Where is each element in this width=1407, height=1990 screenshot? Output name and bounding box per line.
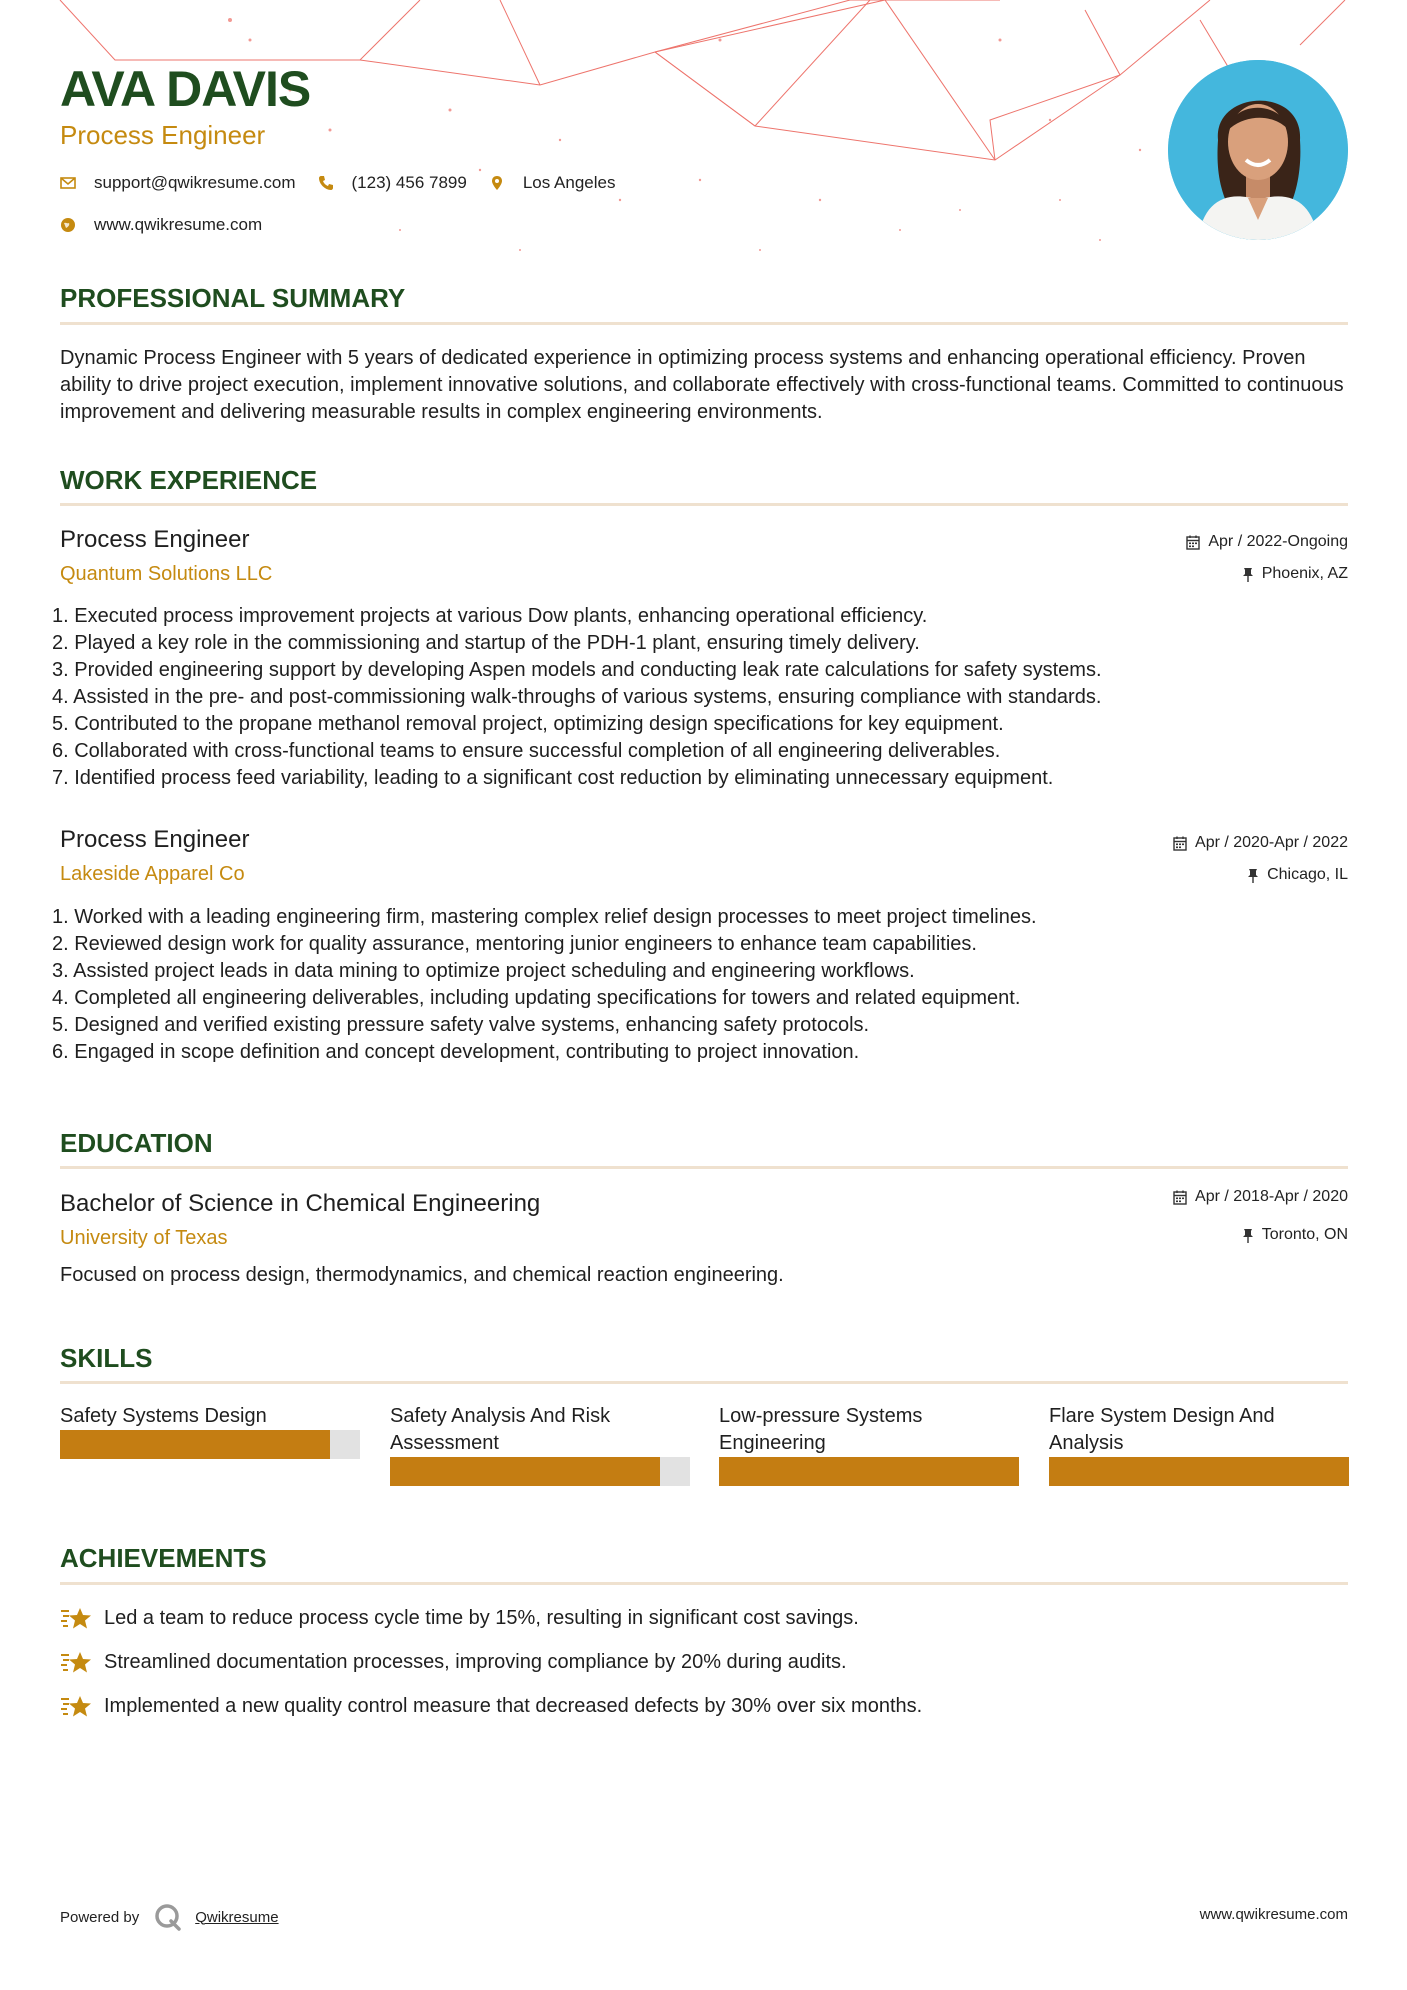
email-text: support@qwikresume.com xyxy=(94,173,296,192)
job-title: Process Engineer xyxy=(60,526,250,553)
achievement-text: Implemented a new quality control measure that decreased defects by 30% over six months. xyxy=(104,1694,923,1717)
qwikresume-link[interactable]: Qwikresume xyxy=(195,1908,279,1926)
footer-website[interactable]: www.qwikresume.com xyxy=(1199,1906,1348,1923)
location-text: Los Angeles xyxy=(522,173,616,192)
achievement-item xyxy=(60,1649,847,1675)
list-item: 5. Contributed to the propane methanol removal project, optimizing design specifications for key equipment. xyxy=(52,713,1004,735)
achievements-heading: ACHIEVEMENTS xyxy=(60,1543,267,1573)
website-text: www.qwikresume.com xyxy=(94,215,263,234)
qwikresume-logo-icon xyxy=(153,1902,183,1932)
avatar xyxy=(1168,60,1348,240)
contact-email[interactable] xyxy=(60,173,296,193)
calendar-icon xyxy=(1173,1190,1187,1205)
contact-row xyxy=(60,173,637,193)
summary-text: Dynamic Process Engineer with 5 years of dedicated experience in optimizing process systems and enhancing operational efficiency. Proven ability to drive project execution, implement innovative solutions, and collaborate effectively with cross-functional teams. Committed to continuous improvement and delivering measurable results in complex engineering environments. xyxy=(60,347,1344,423)
summary-heading: PROFESSIONAL SUMMARY xyxy=(60,283,406,313)
star-award-icon xyxy=(60,1693,92,1719)
pin-icon xyxy=(1242,567,1254,582)
skill-item xyxy=(1049,1403,1349,1486)
job-dates-text: Apr / 2022-Ongoing xyxy=(1208,533,1348,550)
globe-icon xyxy=(60,217,76,233)
map-pin-icon xyxy=(489,175,505,191)
achievement-text: Led a team to reduce process cycle time by 15%, resulting in significant cost savings. xyxy=(104,1606,859,1629)
pin-icon xyxy=(1247,868,1259,883)
pin-icon xyxy=(1242,1228,1254,1243)
contact-location xyxy=(489,173,616,193)
list-item: 4. Completed all engineering deliverables, including updating specifications for towers and related equipment. xyxy=(52,987,1021,1009)
skill-item xyxy=(390,1403,690,1486)
skills-divider xyxy=(60,1381,1348,1384)
education-degree: Bachelor of Science in Chemical Engineering xyxy=(60,1190,541,1217)
job-location xyxy=(1247,866,1348,884)
education-description: Focused on process design, thermodynamics, and chemical reaction engineering. xyxy=(60,1264,784,1286)
skill-name: Low-pressure Systems Engineering xyxy=(719,1405,923,1454)
envelope-icon xyxy=(60,175,76,191)
job-company: Quantum Solutions LLC xyxy=(60,563,273,585)
education-location-text: Toronto, ON xyxy=(1261,1226,1348,1243)
skill-name: Flare System Design And Analysis xyxy=(1049,1405,1275,1454)
contact-website[interactable] xyxy=(60,215,262,235)
job-location-text: Phoenix, AZ xyxy=(1261,565,1348,582)
powered-by-label: Powered by xyxy=(60,1908,140,1926)
job-bullets xyxy=(52,603,1352,792)
star-award-icon xyxy=(60,1649,92,1675)
job-dates xyxy=(1186,533,1348,551)
skill-item xyxy=(60,1403,360,1459)
job-title: Process Engineer xyxy=(60,826,250,853)
experience-divider xyxy=(60,503,1348,506)
skill-bar xyxy=(390,1457,690,1486)
education-dates xyxy=(1173,1188,1348,1206)
list-item: 6. Engaged in scope definition and concept development, contributing to project innovation. xyxy=(52,1041,860,1063)
education-location xyxy=(1242,1226,1348,1244)
skill-item xyxy=(719,1403,1019,1486)
skill-bar-fill xyxy=(60,1430,330,1459)
list-item: 4. Assisted in the pre- and post-commissioning walk-throughs of various systems, ensuring compliance with standards. xyxy=(52,686,1102,708)
list-item: 7. Identified process feed variability, leading to a significant cost reduction by eliminating unnecessary equipment. xyxy=(52,767,1054,789)
skill-name: Safety Analysis And Risk Assessment xyxy=(390,1405,611,1454)
skill-bar-fill xyxy=(1049,1457,1349,1486)
list-item: 3. Provided engineering support by developing Aspen models and conducting leak rate calculations for safety systems. xyxy=(52,659,1102,681)
job-bullets xyxy=(52,904,1352,1066)
phone-icon xyxy=(318,175,334,191)
profile-photo xyxy=(1168,60,1348,240)
calendar-icon xyxy=(1186,535,1200,550)
footer-powered-by xyxy=(60,1902,279,1932)
job-dates xyxy=(1173,834,1348,852)
job-location-text: Chicago, IL xyxy=(1267,866,1348,883)
candidate-name: AVA DAVIS xyxy=(60,61,311,117)
list-item: 1. Worked with a leading engineering firm, mastering complex relief design processes to meet project timelines. xyxy=(52,906,1037,928)
list-item: 2. Reviewed design work for quality assurance, mentoring junior engineers to enhance team capabilities. xyxy=(52,933,977,955)
skill-bar-fill xyxy=(719,1457,1019,1486)
list-item: 2. Played a key role in the commissioning and startup of the PDH-1 plant, ensuring timely delivery. xyxy=(52,632,920,654)
education-dates-text: Apr / 2018-Apr / 2020 xyxy=(1195,1188,1348,1205)
experience-heading: WORK EXPERIENCE xyxy=(60,465,318,495)
list-item: 6. Collaborated with cross-functional teams to ensure successful completion of all engineering deliverables. xyxy=(52,740,1001,762)
list-item: 3. Assisted project leads in data mining to optimize project scheduling and engineering workflows. xyxy=(52,960,915,982)
calendar-icon xyxy=(1173,836,1187,851)
summary-divider xyxy=(60,322,1348,325)
skills-heading: SKILLS xyxy=(60,1343,153,1373)
skill-bar xyxy=(719,1457,1019,1486)
education-divider xyxy=(60,1166,1348,1169)
phone-text: (123) 456 7899 xyxy=(351,173,467,192)
skill-name: Safety Systems Design xyxy=(60,1405,267,1427)
contact-phone[interactable] xyxy=(318,173,467,193)
achievements-divider xyxy=(60,1582,1348,1585)
contact-row-2 xyxy=(60,215,284,235)
skill-bar xyxy=(60,1430,360,1459)
skill-bar-fill xyxy=(390,1457,660,1486)
job-location xyxy=(1242,565,1348,583)
candidate-role: Process Engineer xyxy=(60,120,266,150)
star-award-icon xyxy=(60,1605,92,1631)
achievement-item xyxy=(60,1605,859,1631)
skill-bar xyxy=(1049,1457,1349,1486)
job-dates-text: Apr / 2020-Apr / 2022 xyxy=(1195,834,1348,851)
achievement-item xyxy=(60,1693,922,1719)
achievement-text: Streamlined documentation processes, improving compliance by 20% during audits. xyxy=(104,1650,847,1673)
education-school: University of Texas xyxy=(60,1227,228,1249)
education-heading: EDUCATION xyxy=(60,1128,213,1158)
list-item: 5. Designed and verified existing pressure safety valve systems, enhancing safety protocols. xyxy=(52,1014,870,1036)
list-item: 1. Executed process improvement projects at various Dow plants, enhancing operational efficiency. xyxy=(52,605,928,627)
job-company: Lakeside Apparel Co xyxy=(60,863,245,885)
